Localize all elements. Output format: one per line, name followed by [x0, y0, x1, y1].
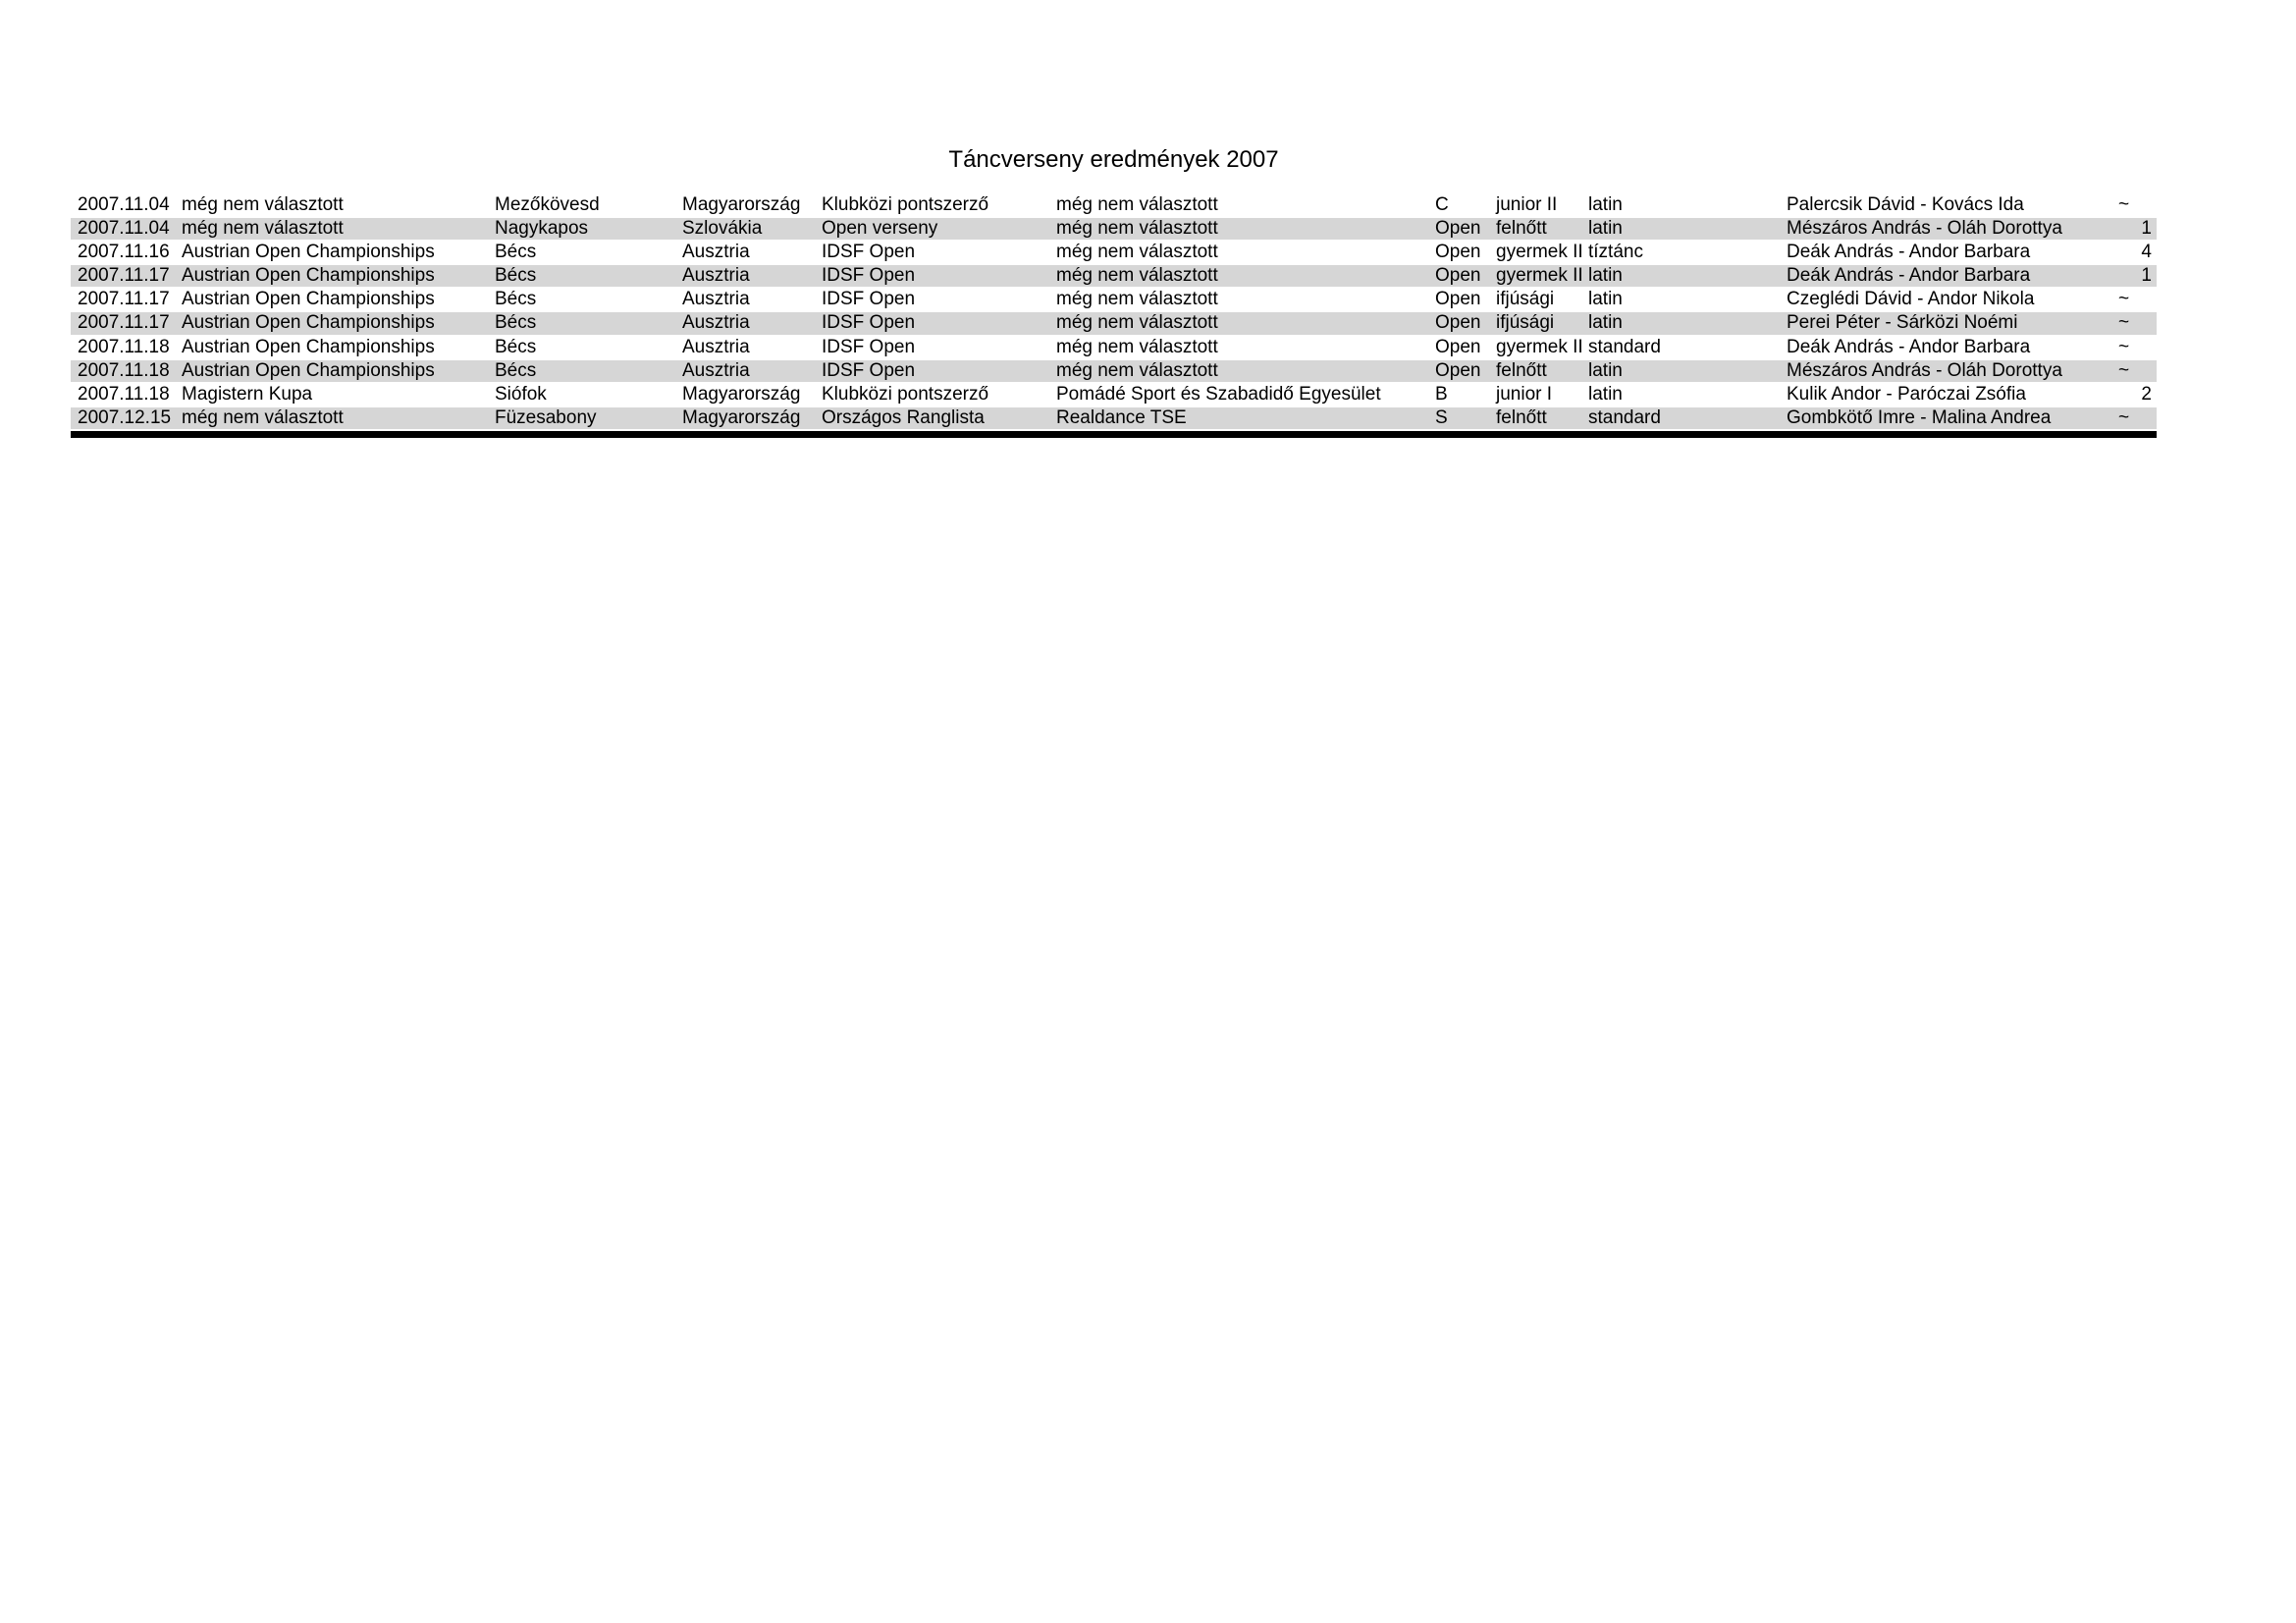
table-row	[71, 194, 2157, 218]
cell-age-group: gyermek II	[1496, 336, 1583, 357]
cell-competition-type: Klubközi pontszerző	[822, 383, 989, 405]
cell-city: Bécs	[495, 289, 537, 310]
cell-event-name: még nem választott	[182, 194, 344, 215]
cell-dance-style: latin	[1588, 359, 1623, 381]
cell-organizer: még nem választott	[1056, 218, 1218, 240]
cell-date: 2007.11.18	[78, 383, 170, 405]
cell-city: Siófok	[495, 383, 547, 405]
cell-couple: Mészáros András - Oláh Dorottya	[1787, 359, 2062, 381]
cell-organizer: még nem választott	[1056, 242, 1218, 263]
cell-organizer: még nem választott	[1056, 265, 1218, 287]
cell-dance-style: latin	[1588, 218, 1623, 240]
cell-date: 2007.11.17	[78, 312, 170, 334]
cell-country: Magyarország	[682, 383, 801, 405]
cell-country: Ausztria	[682, 265, 750, 287]
cell-dance-style: standard	[1588, 406, 1661, 428]
cell-organizer: még nem választott	[1056, 336, 1218, 357]
cell-competition-type: IDSF Open	[822, 336, 916, 357]
cell-event-name: még nem választott	[182, 218, 344, 240]
cell-age-group: ifjúsági	[1496, 312, 1555, 334]
cell-couple: Perei Péter - Sárközi Noémi	[1787, 312, 2018, 334]
cell-event-name: Austrian Open Championships	[182, 289, 435, 310]
cell-age-group: felnőtt	[1496, 218, 1547, 240]
cell-country: Ausztria	[682, 336, 750, 357]
cell-couple: Kulik Andor - Paróczai Zsófia	[1787, 383, 2026, 405]
page-title: Táncverseny eredmények 2007	[948, 146, 1279, 173]
table-row	[71, 384, 2157, 407]
cell-organizer: Pomádé Sport és Szabadidő Egyesület	[1056, 383, 1381, 405]
cell-organizer: még nem választott	[1056, 289, 1218, 310]
cell-event-name: Austrian Open Championships	[182, 336, 435, 357]
cell-event-name: Austrian Open Championships	[182, 242, 435, 263]
cell-result: ~	[2118, 336, 2130, 357]
cell-dance-style: latin	[1588, 289, 1623, 310]
cell-result: 4	[2141, 242, 2152, 263]
cell-event-name: Magistern Kupa	[182, 383, 313, 405]
table-row	[71, 360, 2157, 384]
cell-date: 2007.11.04	[78, 218, 170, 240]
cell-competition-type: Open verseny	[822, 218, 938, 240]
cell-event-name: még nem választott	[182, 406, 344, 428]
cell-class: Open	[1435, 242, 1481, 263]
cell-class: Open	[1435, 312, 1481, 334]
table-row	[71, 337, 2157, 360]
cell-couple: Deák András - Andor Barbara	[1787, 242, 2031, 263]
cell-result: 2	[2141, 383, 2152, 405]
cell-class: Open	[1435, 336, 1481, 357]
cell-result: ~	[2118, 359, 2130, 381]
cell-class: Open	[1435, 359, 1481, 381]
cell-organizer: még nem választott	[1056, 312, 1218, 334]
cell-country: Ausztria	[682, 312, 750, 334]
cell-couple: Czeglédi Dávid - Andor Nikola	[1787, 289, 2035, 310]
results-table	[71, 194, 2157, 431]
table-row	[71, 289, 2157, 312]
cell-competition-type: Országos Ranglista	[822, 406, 985, 428]
cell-country: Magyarország	[682, 194, 801, 215]
cell-date: 2007.11.18	[78, 336, 170, 357]
cell-age-group: gyermek II	[1496, 265, 1583, 287]
cell-result: ~	[2118, 289, 2130, 310]
cell-age-group: gyermek II	[1496, 242, 1583, 263]
cell-date: 2007.11.17	[78, 289, 170, 310]
cell-couple: Gombkötő Imre - Malina Andrea	[1787, 406, 2052, 428]
cell-age-group: ifjúsági	[1496, 289, 1555, 310]
cell-country: Ausztria	[682, 242, 750, 263]
cell-city: Nagykapos	[495, 218, 589, 240]
cell-competition-type: Klubközi pontszerző	[822, 194, 989, 215]
cell-date: 2007.12.15	[78, 406, 172, 428]
cell-dance-style: latin	[1588, 312, 1623, 334]
cell-class: S	[1435, 406, 1448, 428]
cell-event-name: Austrian Open Championships	[182, 312, 435, 334]
cell-city: Mezőkövesd	[495, 194, 600, 215]
cell-dance-style: latin	[1588, 265, 1623, 287]
cell-city: Bécs	[495, 242, 537, 263]
cell-result: 1	[2141, 265, 2152, 287]
cell-dance-style: latin	[1588, 383, 1623, 405]
cell-event-name: Austrian Open Championships	[182, 265, 435, 287]
cell-result: ~	[2118, 194, 2130, 215]
cell-date: 2007.11.04	[78, 194, 170, 215]
cell-age-group: felnőtt	[1496, 359, 1547, 381]
cell-age-group: junior II	[1496, 194, 1558, 215]
cell-competition-type: IDSF Open	[822, 312, 916, 334]
cell-competition-type: IDSF Open	[822, 289, 916, 310]
table-row	[71, 242, 2157, 265]
cell-class: Open	[1435, 218, 1481, 240]
cell-city: Bécs	[495, 359, 537, 381]
cell-organizer: még nem választott	[1056, 359, 1218, 381]
table-row	[71, 265, 2157, 289]
cell-city: Bécs	[495, 265, 537, 287]
cell-dance-style: tíztánc	[1588, 242, 1643, 263]
cell-date: 2007.11.18	[78, 359, 170, 381]
cell-country: Ausztria	[682, 359, 750, 381]
cell-city: Bécs	[495, 312, 537, 334]
cell-couple: Mészáros András - Oláh Dorottya	[1787, 218, 2062, 240]
cell-country: Szlovákia	[682, 218, 763, 240]
table-row	[71, 218, 2157, 242]
cell-dance-style: latin	[1588, 194, 1623, 215]
cell-couple: Palercsik Dávid - Kovács Ida	[1787, 194, 2024, 215]
cell-age-group: felnőtt	[1496, 406, 1547, 428]
cell-dance-style: standard	[1588, 336, 1661, 357]
cell-country: Ausztria	[682, 289, 750, 310]
cell-organizer: Realdance TSE	[1056, 406, 1187, 428]
cell-competition-type: IDSF Open	[822, 265, 916, 287]
cell-result: ~	[2118, 312, 2130, 334]
cell-city: Bécs	[495, 336, 537, 357]
cell-organizer: még nem választott	[1056, 194, 1218, 215]
cell-class: Open	[1435, 265, 1481, 287]
cell-class: Open	[1435, 289, 1481, 310]
cell-competition-type: IDSF Open	[822, 359, 916, 381]
cell-city: Füzesabony	[495, 406, 597, 428]
cell-date: 2007.11.17	[78, 265, 170, 287]
cell-couple: Deák András - Andor Barbara	[1787, 265, 2031, 287]
cell-couple: Deák András - Andor Barbara	[1787, 336, 2031, 357]
cell-result: ~	[2118, 406, 2130, 428]
cell-date: 2007.11.16	[78, 242, 170, 263]
cell-event-name: Austrian Open Championships	[182, 359, 435, 381]
cell-class: C	[1435, 194, 1449, 215]
cell-result: 1	[2141, 218, 2152, 240]
table-bottom-border	[71, 431, 2157, 438]
cell-class: B	[1435, 383, 1448, 405]
cell-country: Magyarország	[682, 406, 801, 428]
table-row	[71, 407, 2157, 431]
cell-age-group: junior I	[1496, 383, 1553, 405]
table-row	[71, 312, 2157, 336]
cell-competition-type: IDSF Open	[822, 242, 916, 263]
